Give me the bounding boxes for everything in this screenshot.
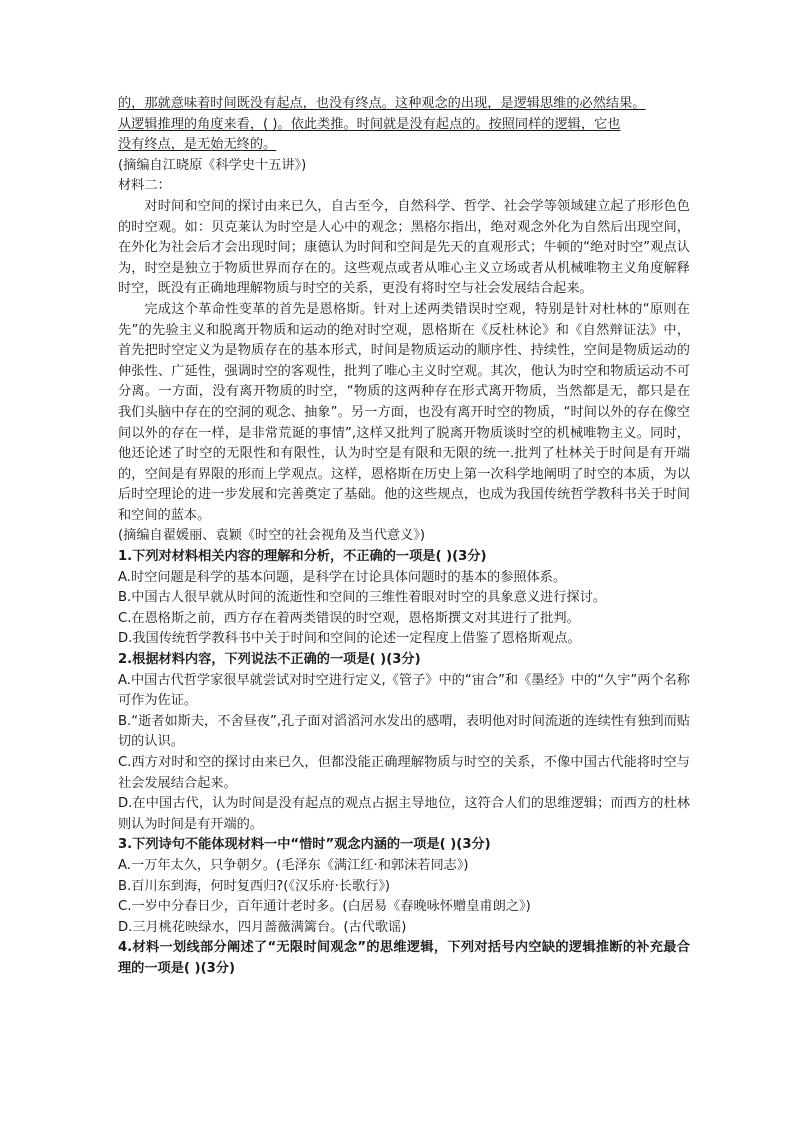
option-c: C.在恩格斯之前，西方存在着两类错误的时空观，恩格斯撰文对其进行了批判。 [118,610,580,626]
option-c: C.一岁中分春日少，百年通计老时多。(白居易《春晚咏怀赠皇甫朗之》) [118,899,531,915]
underlined-line-1: 的，那就意味着时间既没有起点，也没有终点。这种观念的出现，是逻辑思维的必然结果。 [118,96,646,111]
option-a: A.中国古代哲学家很早就尝试对时空进行定义,《管子》中的“宙合”和《墨经》中的“久宇”两个名称可作为佐证。 [118,672,690,709]
option-d: D.三月桃花映绿水，四月蔷薇满篱台。(古代歌谣) [118,919,407,935]
question-stem: 1.下列对材料相关内容的理解和分析，不正确的一项是( )(3分) [118,549,487,565]
option-b: B.中国古人很早就从时间的流逝性和空间的三维性着眼对时空的具象意义进行探讨。 [118,590,606,606]
option-d: D.在中国古代，认为时间是没有起点的观点占据主导地位，这符合人们的思维逻辑；而西方的杜林则认为时间是有开端的。 [118,796,690,832]
document-page [118,94,690,980]
option-c: C.西方对时和空的探讨由来已久，但都没能正确理解物质与时空的关系，不像中国古代能将时空与社会发展结合起来。 [118,755,690,791]
question-stem: 2.根据材料内容，下列说法不正确的一项是( )(3分) [118,652,421,668]
question-2 [118,650,690,835]
underlined-line-3: 没有终点，是无始无终的。 [118,137,277,153]
question-4 [118,938,690,979]
material-2-paragraph-2: 完成这个革命性变革的首先是恩格斯。针对上述两类错误时空观，特别是针对杜林的“原则在先”的先验主义和脱离开物质和运动的绝对时空观，恩格斯在《反杜林论》和《自然辩证法》中，首先把时空定义为是物质存在的基本形式，时间是物质运动的顺序性、持续性，空间是物质运动的伸张性、广延性，强调时空的客观性，批判了唯心主义时空观。其次，他认为时空和物质运动不可分离。一方面，没有离开物质的时空，“物质的这两种存在形式离开物质，当然都是无，都只是在我们头脑中存在的空洞的观念、抽象”。另一方面，也没有离开时空的物质，“时间以外的存在像空间以外的存在一样，是非常荒诞的事情”,这样又批判了脱离开物质谈时空的机械唯物主义。同时，他还论述了时空的无限性和有限性，认为时空是有限和无限的统一.批判了杜林关于时间是有开端的，空间是有界限的形而上学观点。这样，恩格斯在历史上第一次科学地阐明了时空的本质，为以后时空理论的进一步发展和完善奠定了基础。他的这些规点，也成为我国传统哲学教科书关于时间和空间的蓝本。 [118,301,691,523]
question-3 [118,835,690,938]
question-1 [118,547,690,650]
source-citation-2: (摘编自翟媛丽、袁颖《时空的社会视角及当代意义》) [118,528,426,544]
option-a: A.时空问题是科学的基本问题，是科学在讨论具体问题时的基本的参照体系。 [118,569,567,585]
option-a: A.一万年太久，只争朝夕。(毛泽东《满江红·和郭沫若同志》) [118,857,469,873]
material-2-paragraph-1: 对时间和空间的探讨由来已久，自古至今，自然科学、哲学、社会学等领域建立起了形形色色的时空观。如：贝克莱认为时空是人心中的观念；黑格尔指出，绝对观念外化为自然后出现空间，在外化为社会后才会出现时间；康德认为时间和空间是先天的直观形式；牛顿的“绝对时空”观点认为，时空是独立于物质世界而存在的。这些观点或者从唯心主义立场或者从机械唯物主义角度解释时空，既没有正确地理解物质与时空的关系，更没有将时空与社会发展结合起来。 [118,198,690,297]
material-2-label: 材料二： [118,178,171,194]
option-b: B.百川东到海，何时复西归?(《汉乐府·长歌行》) [118,878,391,894]
option-b: B.“逝者如斯夫，不舍昼夜”,孔子面对滔滔河水发出的感喟，表明他对时间流逝的连续性有独到而贴切的认识。 [118,713,690,750]
question-stem: 4.材料一划线部分阐述了“无限时间观念”的思维逻辑，下列对括号内空缺的逻辑推断的补充最合理的一项是( )(3分) [118,940,690,976]
option-d: D.我国传统哲学教科书中关于时间和空间的论述一定程度上借鉴了恩格斯观点。 [118,631,581,647]
underlined-line-2: 从逻辑推理的角度来看，( )。依此类推。时间就是没有起点的。按照同样的逻辑，它也 [118,116,621,132]
question-stem: 3.下列诗句不能体现材料一中“惜时”观念内涵的一项是( )(3分) [118,837,491,853]
source-citation-1: (摘编自江晓原《科学史十五讲》) [118,157,307,173]
